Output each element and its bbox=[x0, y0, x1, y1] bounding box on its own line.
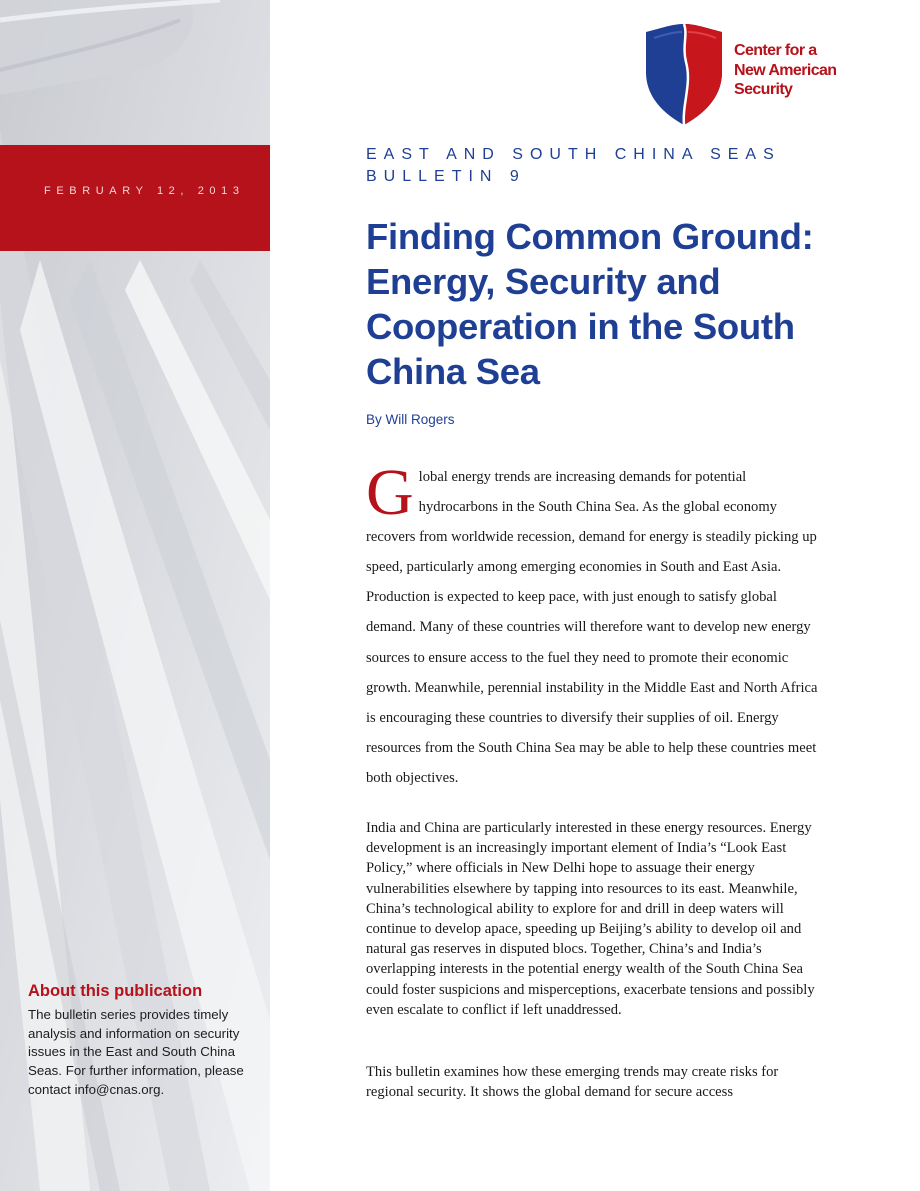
logo-line-3: Security bbox=[734, 81, 793, 98]
body-paragraph-3: This bulletin examines how these emerging trends may create risks for regional security. It shows the global demand for secure access bbox=[366, 1064, 779, 1101]
drop-cap: G bbox=[366, 456, 414, 529]
shield-emblem-icon bbox=[642, 24, 726, 126]
date-band bbox=[0, 145, 270, 251]
intro-text: lobal energy trends are increasing demands for potential hydrocarbons in the South China Sea. As the global economy recovers from worldwide recession, demand for energy is steadily picking up speed, particularly among emerging economies in South and East Asia. Production is expected to keep pace, with just enough to satisfy global demand. Many of these countries will therefore want to develop new energy sources to ensure access to the fuel they need to promote their economic growth. Meanwhile, perennial instability in the Middle East and North Africa is encouraging these countries to diversify their supplies of oil. Energy resources from the South China Sea may be able to help these countries meet both objectives. bbox=[366, 469, 818, 786]
cnas-logo bbox=[642, 24, 882, 128]
left-sidebar bbox=[0, 0, 270, 1191]
logo-line-2: New American bbox=[734, 61, 837, 79]
bulletin-number: BULLETIN 9 bbox=[366, 168, 526, 185]
logo-line-1: Center for a bbox=[734, 42, 817, 59]
logo-wordmark bbox=[734, 41, 836, 100]
body-paragraph-2: India and China are particularly interested in these energy resources. Energy development is an increasingly important element of India’s “Look East Policy,” where officials in New Delhi hope to assuage their energy vulnerabilities elsewhere by tapping into resources to its east. Meanwhile, China’s technological ability to explore for and drill in deep waters will continue to develop apace, speeding up Beijing’s ability to develop oil and natural gas reserves in disputed blocs. Together, China’s and India’s overlapping interests in the potential energy wealth of the South China Sea could foster suspicions and misperceptions, exacerbate tensions and possibly even escalate to conflict if left unaddressed. bbox=[366, 820, 815, 1018]
byline: By Will Rogers bbox=[366, 412, 455, 427]
publication-date: FEBRUARY 12, 2013 bbox=[44, 185, 245, 197]
bulletin-series: EAST AND SOUTH CHINA SEAS bbox=[366, 146, 781, 163]
about-body: The bulletin series provides timely analysis and information on security issues in the East and South China Seas. For further information, please contact info@cnas.org. bbox=[28, 1007, 244, 1097]
intro-paragraph bbox=[366, 456, 828, 793]
about-publication bbox=[28, 982, 250, 1100]
bulletin-label bbox=[366, 144, 781, 188]
page-title: Finding Common Ground: Energy, Security and Cooperation in the South China Sea bbox=[366, 216, 814, 392]
about-title: About this publication bbox=[28, 982, 203, 1000]
